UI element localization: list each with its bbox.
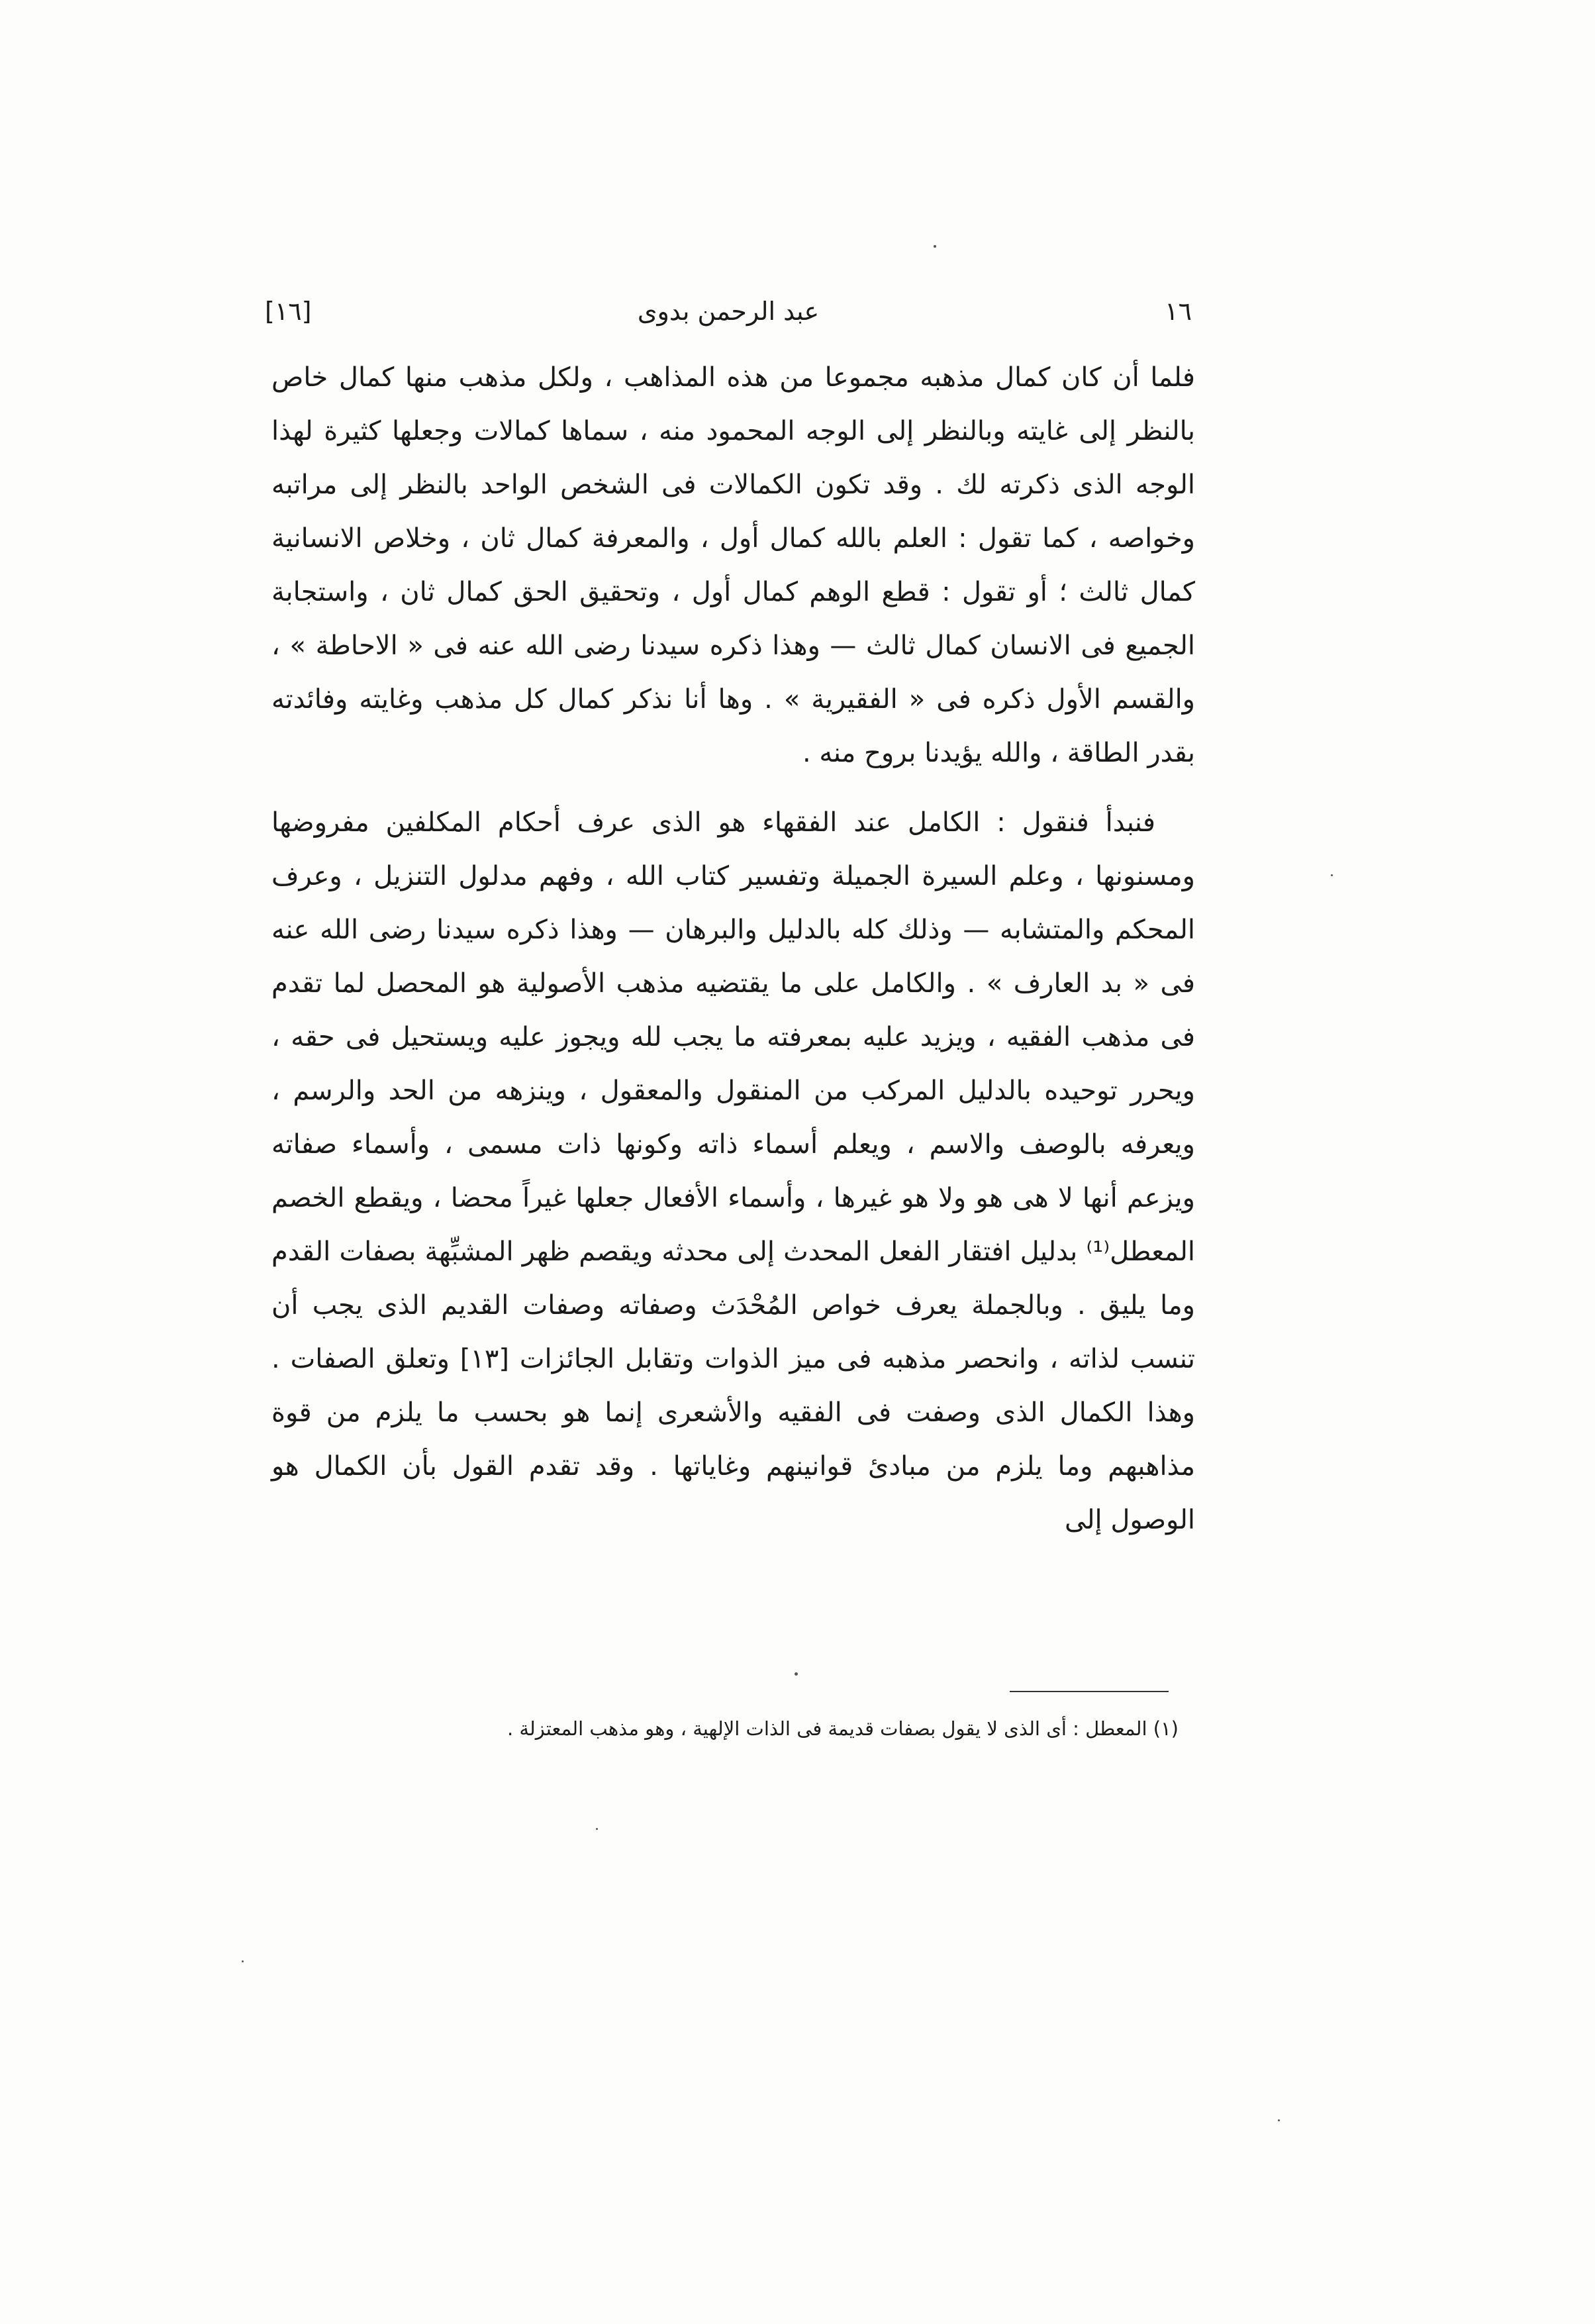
original-page-number: [١٦] [265,297,312,326]
scan-speck [795,1672,798,1676]
page-header [265,285,1192,338]
running-title: عبد الرحمن بدوى [637,297,820,326]
scan-speck [596,1828,598,1830]
footnote-divider [1010,1691,1169,1692]
page-number: ١٦ [1165,297,1192,326]
scan-speck [1331,874,1333,876]
footnote: (١) المعطل : أى الذى لا يقول بصفات قديمة فى الذات الإلهية ، وهو مذهب المعتزلة . [507,1717,1179,1740]
paragraph-2: فنبدأ فنقول : الكامل عند الفقهاء هو الذى عرف أحكام المكلفين مفروضها ومسنونها ، وعلم السيرة الجميلة وتفسير كتاب الله ، وفهم مدلول التنزيل ، وعرف المحكم والمتشابه — وذلك كله بالدليل والبرهان — وهذا ذكره سيدنا رضى الله عنه فى « بد العارف » . والكامل على ما يقتضيه مذهب الأصولية هو المحصل لما تقدم فى مذهب الفقيه ، ويزيد عليه بمعرفته ما يجب لله ويجوز عليه ويستحيل فى حقه ، ويحرر توحيده بالدليل المركب من المنقول والمعقول ، وينزهه من الحد والرسم ، ويعرفه بالوصف والاسم ، ويعلم أسماء ذاته وكونها ذات مسمى ، وأسماء صفاته ويزعم أنها لا هى هو ولا هو غيرها ، وأسماء الأفعال جعلها غيراً محضا ، ويقطع الخصم المعطل⁽¹⁾ بدليل افتقار الفعل المحدث إلى محدثه ويقصم ظهر المشبِّهة بصفات القدم وما يليق . وبالجملة يعرف خواص المُحْدَث وصفاته وصفات القديم الذى يجب أن تنسب لذاته ، وانحصر مذهبه فى ميز الذوات وتقابل الجائزات [١٣] وتعلق الصفات . وهذا الكمال الذى وصفت فى الفقيه والأشعرى إنما هو بحسب ما يلزم من قوة مذاهبهم وما يلزم من مبادئ قوانينهم وغاياتها . وقد تقدم القول بأن الكمال هو الوصول إلى [271,807,1195,1535]
body-text [271,351,1195,1547]
scan-speck [934,245,936,248]
scan-speck [1278,2119,1280,2121]
paragraph-1: فلما أن كان كمال مذهبه مجموعا من هذه المذاهب ، ولكل مذهب منها كمال خاص بالنظر إلى غايته وبالنظر إلى الوجه المحمود منه ، سماها كمالات وجعلها كثيرة لهذا الوجه الذى ذكرته لك . وقد تكون الكمالات فى الشخص الواحد بالنظر إلى مراتبه وخواصه ، كما تقول : العلم بالله كمال أول ، والمعرفة كمال ثان ، وخلاص الانسانية كمال ثالث ؛ أو تقول : قطع الوهم كمال أول ، وتحقيق الحق كمال ثان ، واستجابة الجميع فى الانسان كمال ثالث — وهذا ذكره سيدنا رضى الله عنه فى « الاحاطة » ، والقسم الأول ذكره فى « الفقيرية » . وها أنا نذكر كمال كل مذهب وغايته وفائدته بقدر الطاقة ، والله يؤيدنا بروح منه . [271,362,1195,768]
scan-speck [242,1960,244,1962]
